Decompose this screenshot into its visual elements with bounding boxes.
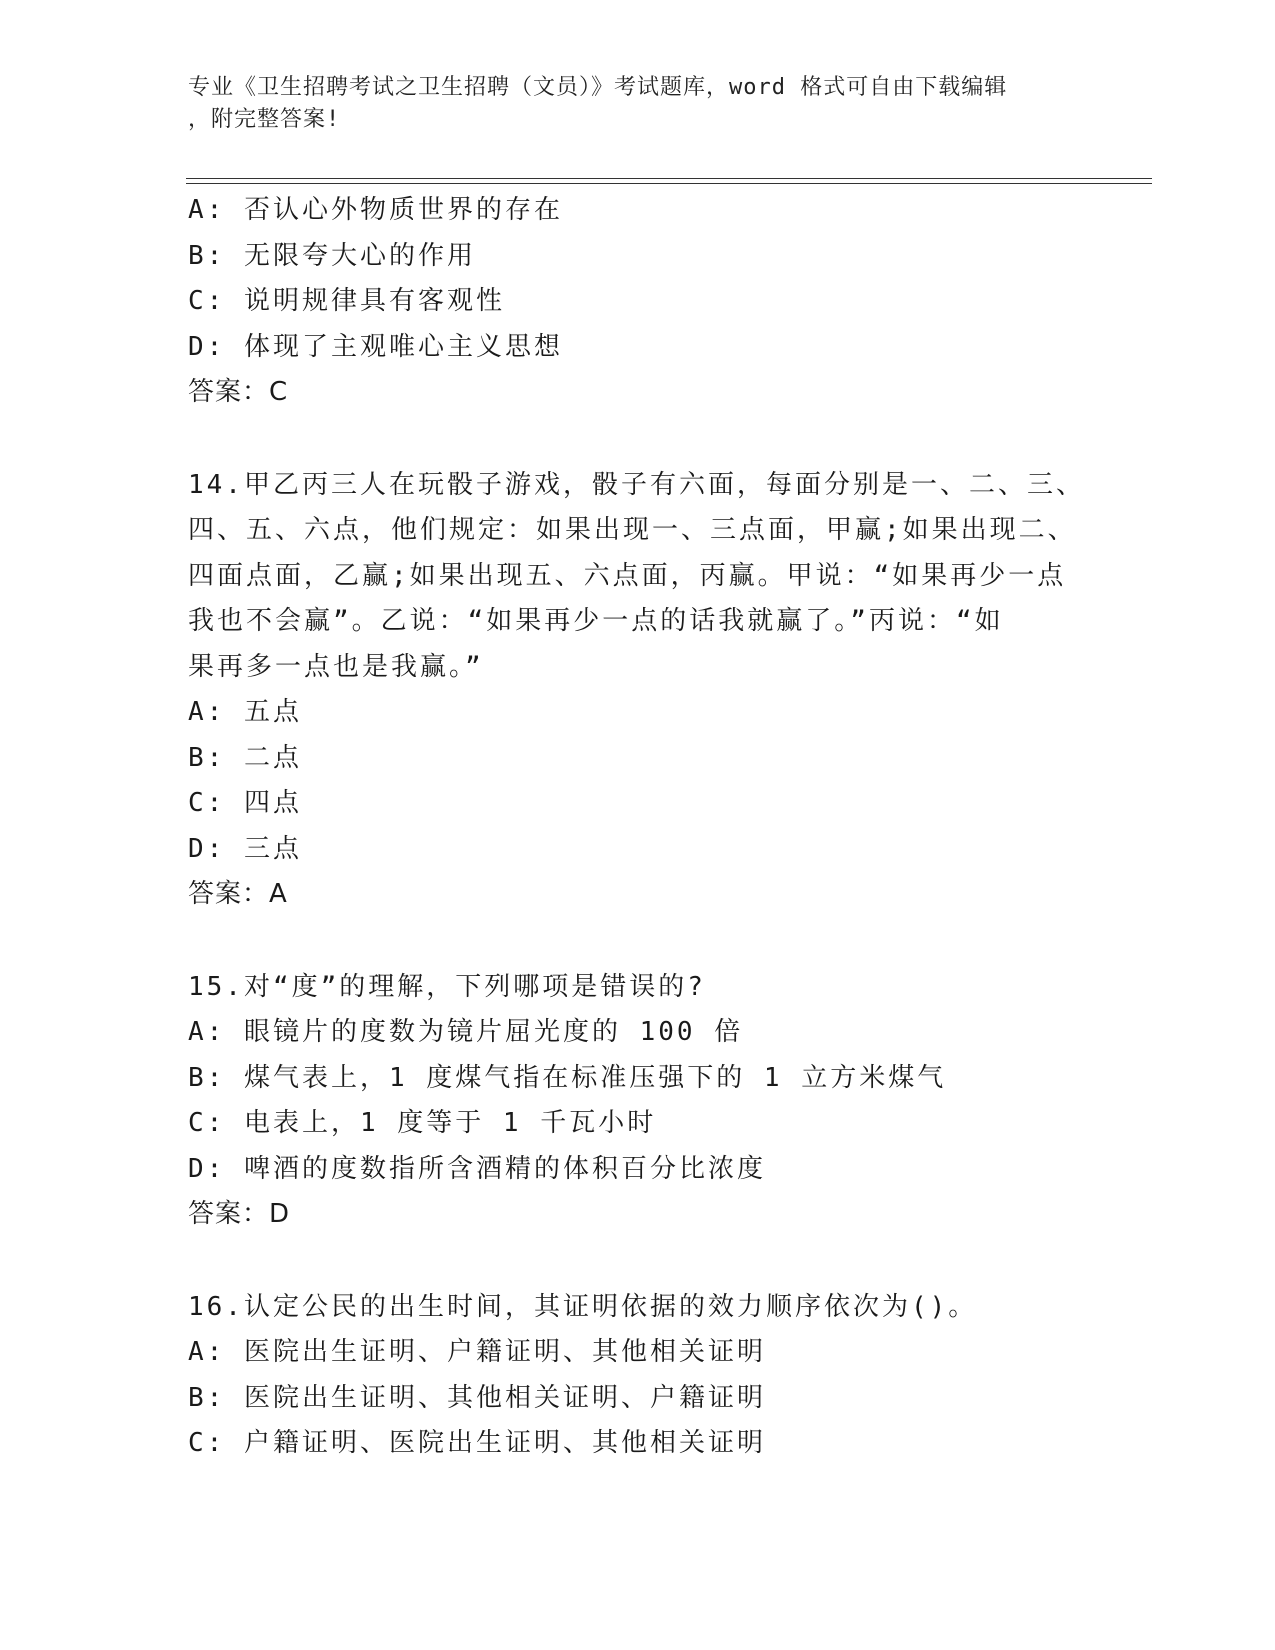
- option-b: B: 无限夸大心的作用: [188, 240, 476, 271]
- option-d: D: 啤酒的度数指所含酒精的体积百分比浓度: [188, 1153, 766, 1184]
- question-stem-line: 16.认定公民的出生时间，其证明依据的效力顺序依次为()。: [188, 1291, 978, 1322]
- header-line-1: 专业《卫生招聘考试之卫生招聘（文员）》考试题库，word 格式可自由下载编辑: [188, 75, 1008, 100]
- question-stem-line: 果再多一点也是我赢。”: [188, 651, 484, 682]
- option-a: A: 五点: [188, 697, 302, 727]
- question-15: [188, 965, 1088, 1238]
- question-content: [188, 188, 1088, 1467]
- option-a: A: 否认心外物质世界的存在: [188, 195, 563, 225]
- option-c: C: 四点: [188, 788, 302, 818]
- answer-text: 答案：A: [188, 879, 288, 909]
- question-14: [188, 463, 1088, 918]
- option-d: D: 体现了主观唯心主义思想: [188, 331, 563, 362]
- option-c: C: 户籍证明、医院出生证明、其他相关证明: [188, 1428, 766, 1458]
- answer-text: 答案：C: [188, 377, 289, 407]
- option-b: B: 二点: [188, 742, 302, 773]
- header-rule-top: [186, 178, 1152, 179]
- question-stem-line: 我也不会赢”。乙说：“如果再少一点的话我就赢了。”丙说：“如: [188, 606, 1004, 636]
- question-stem-line: 14.甲乙丙三人在玩骰子游戏，骰子有六面，每面分别是一、二、三、: [188, 469, 1085, 500]
- option-c: C: 说明规律具有客观性: [188, 286, 505, 316]
- spacer: [188, 918, 1088, 965]
- option-b: B: 煤气表上，1 度煤气指在标准压强下的 1 立方米煤气: [188, 1062, 947, 1093]
- question-16: [188, 1285, 1088, 1467]
- option-a: A: 医院出生证明、户籍证明、其他相关证明: [188, 1337, 766, 1367]
- question-stem-line: 四、五、六点，他们规定：如果出现一、三点面，甲赢;如果出现二、: [188, 515, 1077, 545]
- option-d: D: 三点: [188, 833, 302, 864]
- document-header: [188, 72, 1088, 136]
- spacer: [188, 1238, 1088, 1285]
- option-a: A: 眼镜片的度数为镜片屈光度的 100 倍: [188, 1017, 744, 1047]
- question-13: [188, 188, 1088, 416]
- header-rule-bottom: [186, 183, 1152, 184]
- question-stem-line: 15.对“度”的理解，下列哪项是错误的?: [188, 971, 706, 1002]
- header-line-2: ，附完整答案!: [188, 107, 341, 132]
- question-stem-line: 四面点面，乙赢;如果出现五、六点面，丙赢。甲说：“如果再少一点: [188, 560, 1067, 591]
- option-b: B: 医院出生证明、其他相关证明、户籍证明: [188, 1382, 766, 1413]
- spacer: [188, 416, 1088, 463]
- option-c: C: 电表上，1 度等于 1 千瓦小时: [188, 1108, 657, 1138]
- answer-text: 答案：D: [188, 1199, 291, 1229]
